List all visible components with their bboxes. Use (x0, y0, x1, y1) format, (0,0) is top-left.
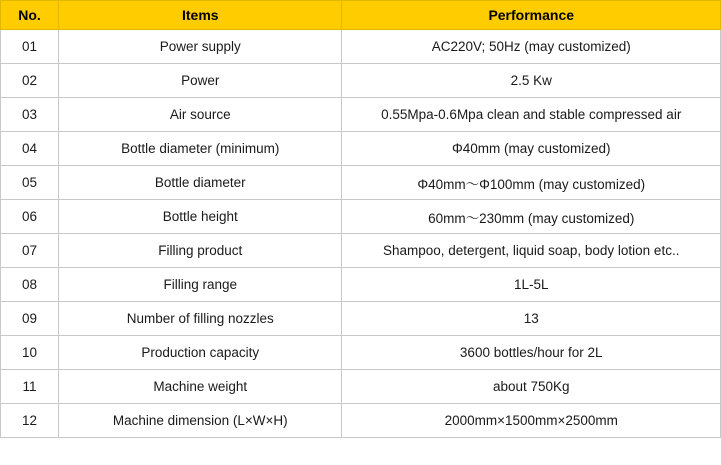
cell-performance: 2000mm×1500mm×2500mm (342, 404, 721, 438)
cell-performance: 2.5 Kw (342, 64, 721, 98)
cell-performance: Φ40mm (may customized) (342, 132, 721, 166)
cell-performance: 1L-5L (342, 268, 721, 302)
cell-item: Air source (59, 98, 342, 132)
cell-item: Production capacity (59, 336, 342, 370)
cell-performance: 60mm～230mm (may customized) (342, 200, 721, 234)
cell-no: 11 (1, 370, 59, 404)
table-row (1, 404, 721, 438)
table-row (1, 64, 721, 98)
table-row (1, 302, 721, 336)
table-header (1, 1, 721, 30)
cell-item: Bottle diameter (minimum) (59, 132, 342, 166)
cell-performance: about 750Kg (342, 370, 721, 404)
table-row (1, 200, 721, 234)
table-row (1, 234, 721, 268)
cell-performance: Shampoo, detergent, liquid soap, body lotion etc.. (342, 234, 721, 268)
cell-performance: 3600 bottles/hour for 2L (342, 336, 721, 370)
table-row (1, 132, 721, 166)
column-header-performance: Performance (342, 1, 721, 30)
table-row (1, 30, 721, 64)
cell-no: 07 (1, 234, 59, 268)
cell-item: Filling range (59, 268, 342, 302)
cell-no: 12 (1, 404, 59, 438)
cell-performance: Φ40mm～Φ100mm (may customized) (342, 166, 721, 200)
cell-item: Bottle height (59, 200, 342, 234)
cell-no: 04 (1, 132, 59, 166)
table-body (1, 30, 721, 438)
cell-no: 09 (1, 302, 59, 336)
cell-item: Machine dimension (L×W×H) (59, 404, 342, 438)
table-row (1, 336, 721, 370)
cell-no: 01 (1, 30, 59, 64)
cell-item: Bottle diameter (59, 166, 342, 200)
table-header-row (1, 1, 721, 30)
cell-no: 05 (1, 166, 59, 200)
cell-performance: 0.55Mpa-0.6Mpa clean and stable compressed air (342, 98, 721, 132)
cell-no: 02 (1, 64, 59, 98)
column-header-no: No. (1, 1, 59, 30)
cell-item: Power (59, 64, 342, 98)
table-row (1, 370, 721, 404)
table-row (1, 268, 721, 302)
column-header-items: Items (59, 1, 342, 30)
cell-item: Filling product (59, 234, 342, 268)
cell-item: Machine weight (59, 370, 342, 404)
cell-performance: 13 (342, 302, 721, 336)
cell-no: 06 (1, 200, 59, 234)
cell-item: Power supply (59, 30, 342, 64)
table-row (1, 166, 721, 200)
table-row (1, 98, 721, 132)
cell-performance: AC220V; 50Hz (may customized) (342, 30, 721, 64)
cell-no: 08 (1, 268, 59, 302)
cell-no: 10 (1, 336, 59, 370)
cell-item: Number of filling nozzles (59, 302, 342, 336)
cell-no: 03 (1, 98, 59, 132)
